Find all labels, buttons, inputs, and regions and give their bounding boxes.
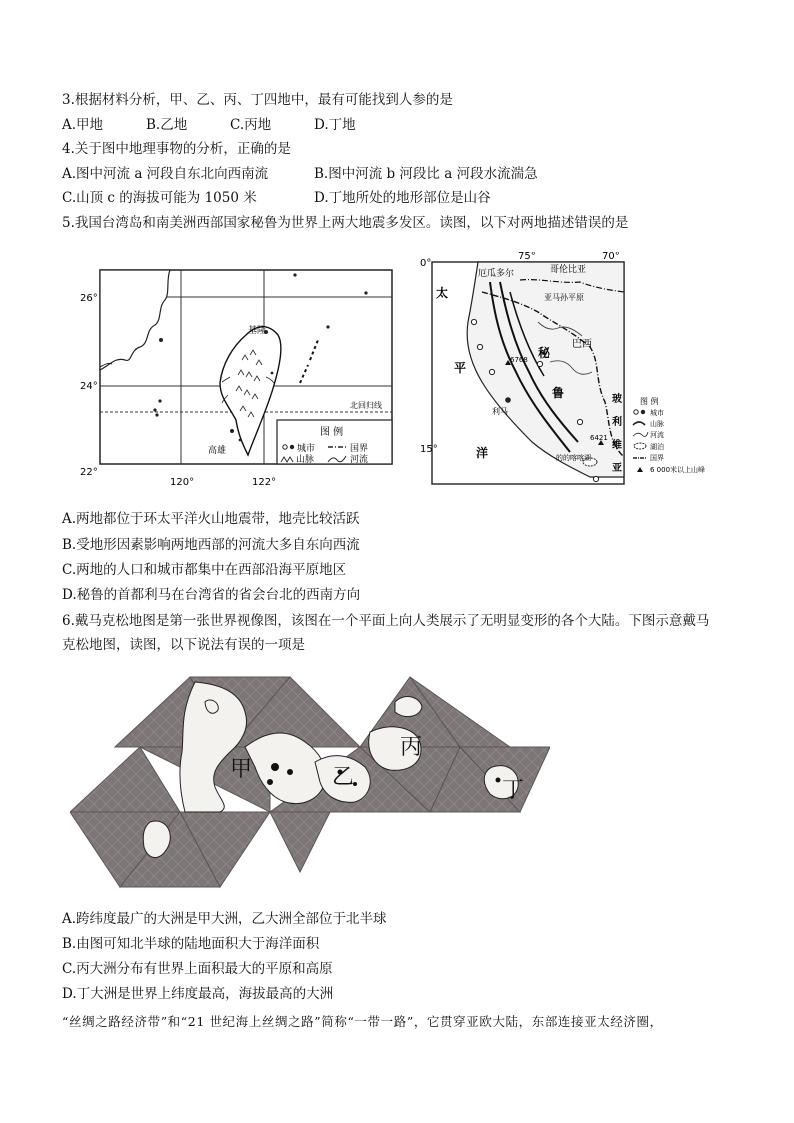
passage-text: “丝绸之路经济带”和“21 世纪海上丝绸之路”简称“一带一路”，它贯穿亚欧大陆，东部连接亚太经济圈， [62, 1014, 663, 1029]
q5-option-c: C.两地的人口和城市都集中在西部沿海平原地区 [62, 562, 347, 578]
q6-option-c: C.丙大洲分布有世界上面积最大的平原和高原 [62, 961, 333, 977]
q5-option-d: D.秘鲁的首都利马在台湾省的省会台北的西南方向 [62, 587, 361, 603]
bolivia-label-1: 玻 [612, 394, 622, 405]
peru-legend-border: 国界 [650, 454, 664, 462]
taiwan-legend-title: 图 例 [320, 427, 344, 438]
peru-label-2: 鲁 [552, 386, 565, 400]
q6-stem-line2: 克松地图，读图，以下说法有误的一项是 [62, 637, 305, 653]
peru-legend-river: 河流 [650, 431, 664, 439]
taiwan-lat-26: 26° [80, 293, 98, 304]
q3-option-a: A.甲地 [62, 117, 104, 133]
q6-stem-line1: 6.戴马克松地图是第一张世界视像图，该图在一个平面上向人类展示了无明显变形的各个大陆。下图示意戴马 [62, 613, 710, 629]
peru-brazil-label: 巴西 [572, 339, 592, 350]
peru-legend-city: 城市 [650, 409, 664, 417]
bolivia-label-3: 维 [612, 440, 622, 451]
taiwan-lat-22: 22° [80, 467, 98, 478]
q3-option-c: C.丙地 [230, 117, 272, 133]
titicaca-label: 的的喀喀湖 [556, 454, 591, 462]
bolivia-label-2: 利 [612, 417, 622, 428]
taiwan-lat-24: 24° [80, 381, 98, 392]
q4-option-a: A.图中河流 a 河段自东北向西南流 [62, 166, 269, 182]
continent-bing-label: 丙 [400, 735, 423, 760]
continent-yi-label: 乙 [332, 765, 355, 790]
continent-ding-label: 丁 [502, 778, 525, 803]
taiwan-legend-city: 城市 [297, 444, 316, 454]
peru-lon-70: 70° [602, 252, 620, 262]
peru-amazon-label: 亚马孙平原 [544, 293, 584, 302]
q3-stem: 3.根据材料分析，甲、乙、丙、丁四地中，最有可能找到人参的是 [62, 92, 453, 108]
pacific-char-1: 太 [436, 286, 449, 300]
peru-map [420, 252, 740, 492]
q6-option-d: D.丁大洲是世界上纬度最高，海拔最高的大洲 [62, 986, 334, 1002]
peru-legend-peak: 6 000米以上山峰 [650, 466, 706, 474]
q4-option-d: D.丁地所处的地形部位是山谷 [314, 190, 491, 206]
peru-colombia-label: 哥伦比亚 [550, 265, 587, 275]
q6-option-b: B.由图可知北半球的陆地面积大于海洋面积 [62, 936, 320, 952]
taiwan-keelung-label: 基隆 [248, 326, 267, 336]
peak-6421-label: 6421 [590, 434, 608, 442]
pacific-char-2: 平 [454, 361, 467, 375]
taiwan-lon-122: 122° [252, 477, 277, 488]
peru-lima-label: 利马 [492, 407, 508, 416]
taiwan-legend-mountain: 山脉 [296, 455, 315, 465]
taiwan-legend-river: 河流 [350, 455, 369, 465]
dymaxion-map [70, 672, 550, 894]
peru-legend-mountain: 山脉 [650, 420, 664, 428]
q5-option-b: B.受地形因素影响两地西部的河流大多自东向西流 [62, 537, 360, 553]
bolivia-label-4: 亚 [612, 463, 622, 474]
peak-6768-label: 6768 [510, 356, 528, 364]
continent-jia-label: 甲 [230, 757, 253, 782]
q3-option-d: D.丁地 [314, 117, 356, 133]
q4-stem: 4.关于图中地理事物的分析，正确的是 [62, 141, 291, 157]
q4-option-b: B.图中河流 b 河段比 a 河段水流湍急 [314, 166, 538, 182]
peru-label-1: 秘 [538, 346, 551, 360]
q3-option-b: B.乙地 [146, 117, 188, 133]
taiwan-legend-border: 国界 [350, 444, 369, 454]
taiwan-map [70, 265, 405, 490]
peru-lon-75: 75° [518, 252, 536, 262]
peru-ecuador-label: 厄瓜多尔 [478, 269, 515, 279]
taiwan-lon-120: 120° [170, 477, 195, 488]
q4-option-c: C.山顶 c 的海拔可能为 1050 米 [62, 190, 257, 206]
peru-legend-lake: 湖泊 [650, 443, 664, 451]
q5-option-a: A.两地都位于环太平洋火山地震带，地壳比较活跃 [62, 511, 360, 527]
taiwan-kaohsiung-label: 高雄 [208, 446, 227, 456]
pacific-char-3: 洋 [476, 446, 489, 460]
peru-legend-title: 图 例 [640, 397, 659, 406]
peru-lat-0: 0° [420, 258, 432, 269]
q6-option-a: A.跨纬度最广的大洲是甲大洲，乙大洲全部位于北半球 [62, 911, 387, 927]
q5-stem: 5.我国台湾岛和南美洲西部国家秘鲁为世界上两大地震多发区。读图，以下对两地描述错误的是 [62, 215, 629, 231]
taiwan-tropic-label: 北回归线 [350, 401, 382, 410]
peru-lat-15: 15° [420, 444, 438, 455]
